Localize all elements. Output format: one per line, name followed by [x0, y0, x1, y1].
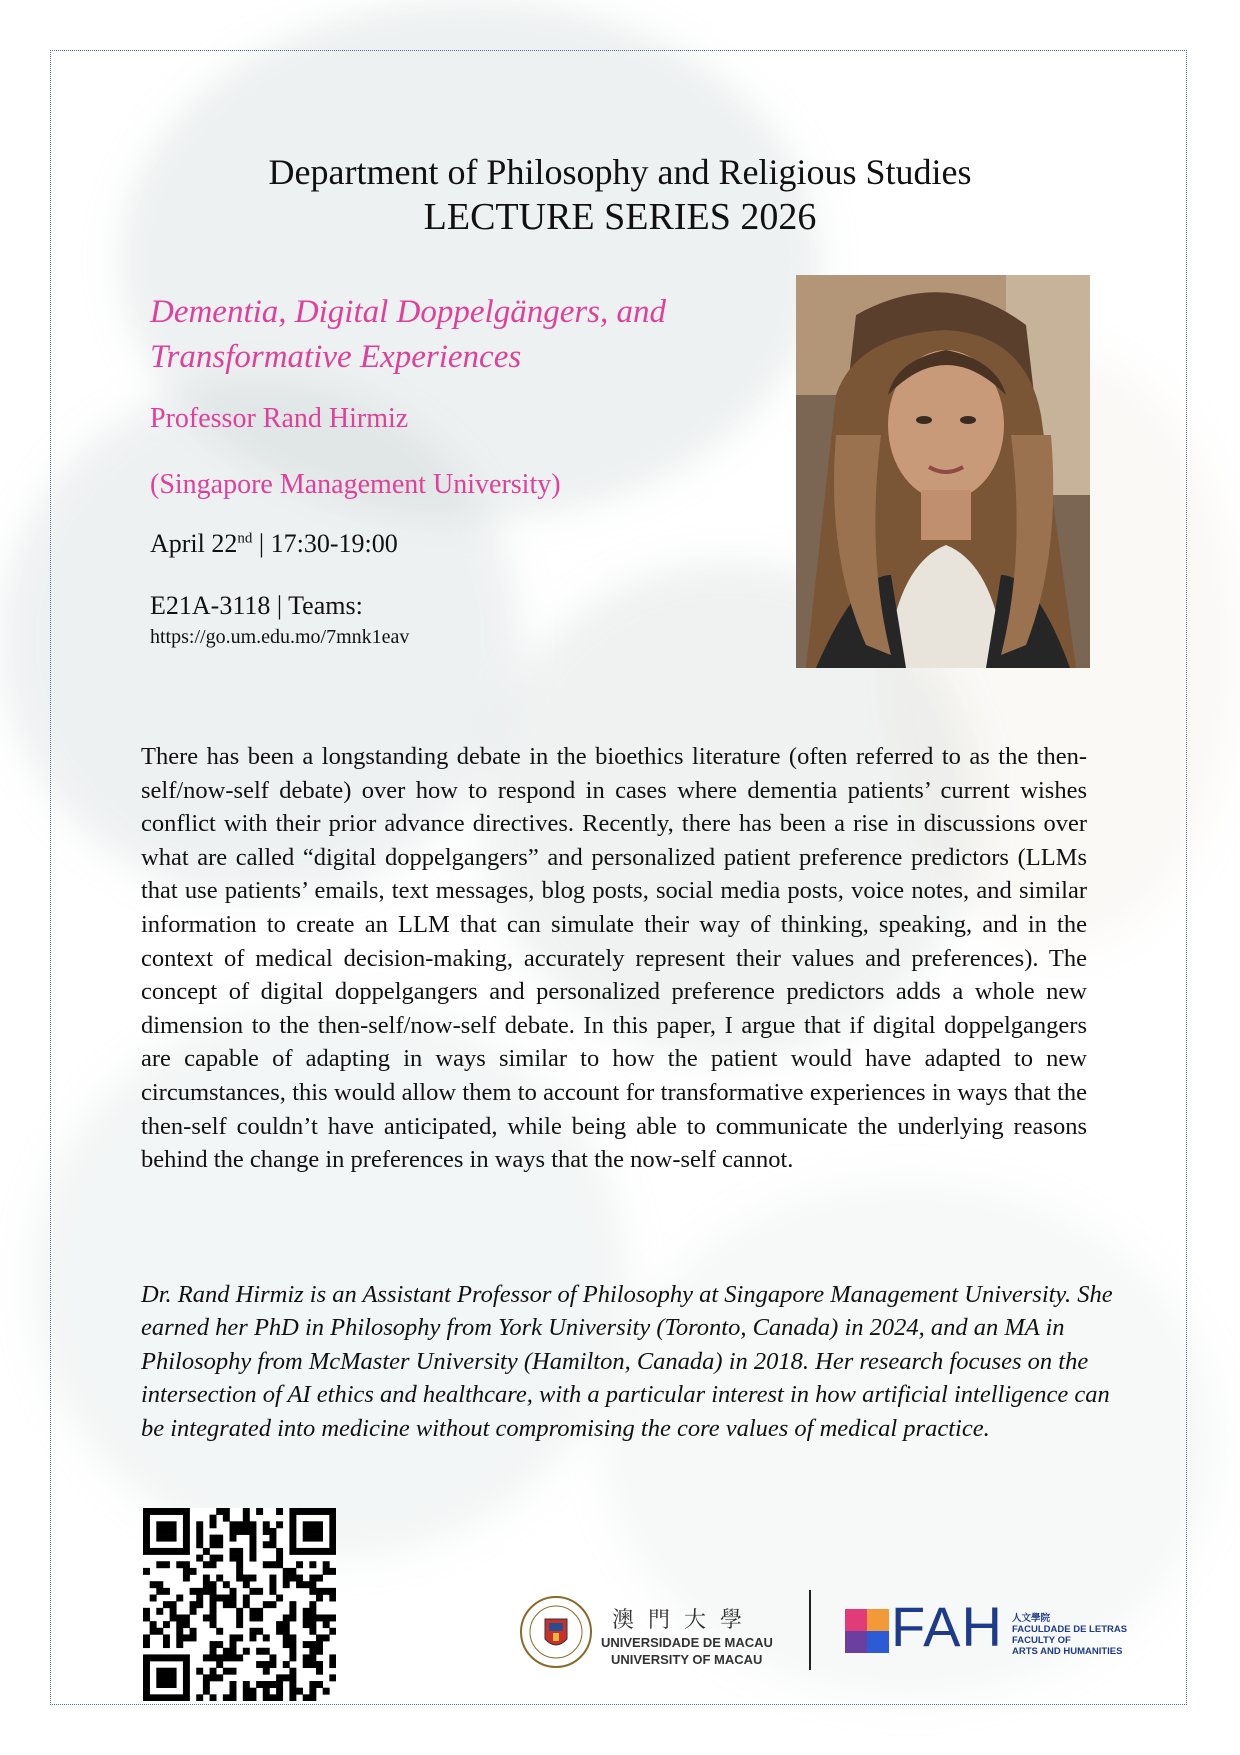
um-english-name: UNIVERSITY OF MACAU: [611, 1652, 763, 1667]
speaker-biography: Dr. Rand Hirmiz is an Assistant Professor of Philosophy at Singapore Management University. She earned her PhD in Philosophy from York University (Toronto, Canada) in 2024, and an MA in Philosophy from McMaster University (Hamilton, Canada) in 2018. Her research focuses on the intersection of AI ethics and healthcare, with a particular interest in how artificial intelligence can be integrated into medicine without compromising the core values of medical practice.: [141, 1281, 1113, 1442]
talk-title-line2: Transformative Experiences: [150, 339, 522, 375]
date-prefix: April 22: [150, 529, 238, 558]
fah-sub-cn: 人文學院: [1012, 1613, 1051, 1624]
time-range: | 17:30-19:00: [252, 529, 398, 558]
poster-header: [0, 150, 1240, 240]
department-name: Department of Philosophy and Religious Studies: [268, 152, 972, 192]
um-portuguese-name: UNIVERSIDADE DE MACAU: [601, 1635, 773, 1650]
speaker-affiliation: (Singapore Management University): [150, 469, 561, 500]
teams-link[interactable]: https://go.um.edu.mo/7mnk1eav: [150, 626, 410, 648]
lecture-series-title: LECTURE SERIES 2026: [423, 196, 817, 238]
talk-title: [150, 290, 770, 380]
fah-sub-pt: FACULDADE DE LETRAS: [1012, 1624, 1128, 1635]
logo-divider: [809, 1590, 811, 1670]
speaker-photo: [796, 275, 1090, 668]
fah-wordmark: FAH: [891, 1595, 1003, 1658]
university-of-macau-emblem: [519, 1595, 593, 1669]
date-suffix: nd: [237, 530, 253, 547]
talk-title-line1: Dementia, Digital Doppelgängers, and: [150, 294, 667, 330]
fah-sub-en1: FACULTY OF: [1012, 1635, 1071, 1646]
talk-abstract: There has been a longstanding debate in the bioethics literature (often referred to as the then-self/now-self debate) over how to respond in cases where dementia patients’ current wishes conflict with their prior advance directives. Recently, there has been a rise in discussions over what are called “digital doppelgangers” and personalized patient preference predictors (LLMs that use patients’ emails, text messages, blog posts, social media posts, voice notes, and similar information to create an LLM that can simulate their way of thinking, speaking, and in the context of medical decision-making, accurately represent their values and preferences). The concept of digital doppelgangers and personalized preference predictors adds a whole new dimension to the then-self/now-self debate. In this paper, I argue that if digital doppelgangers are capable of adapting in ways similar to how the patient would have adapted to new circumstances, this would allow them to account for transformative experiences in ways that the then-self couldn’t have anticipated, while being able to communicate the underlying reasons behind the change in preferences in ways that the now-self cannot.: [141, 743, 1087, 1174]
speaker-name: Professor Rand Hirmiz: [150, 403, 409, 434]
fah-sub-en2: ARTS AND HUMANITIES: [1012, 1646, 1123, 1657]
event-venue: E21A-3118 | Teams:: [150, 591, 363, 620]
um-chinese-name: 澳門大學: [612, 1608, 757, 1633]
qr-code-image: [143, 1508, 336, 1701]
speaker-portrait-illustration: [796, 275, 1090, 668]
footer-logos: [515, 1595, 1135, 1685]
fah-logo-mark: [845, 1609, 891, 1653]
fah-subtitle: [1012, 1613, 1127, 1657]
event-date-time: [150, 528, 398, 560]
qr-code[interactable]: [143, 1508, 336, 1701]
